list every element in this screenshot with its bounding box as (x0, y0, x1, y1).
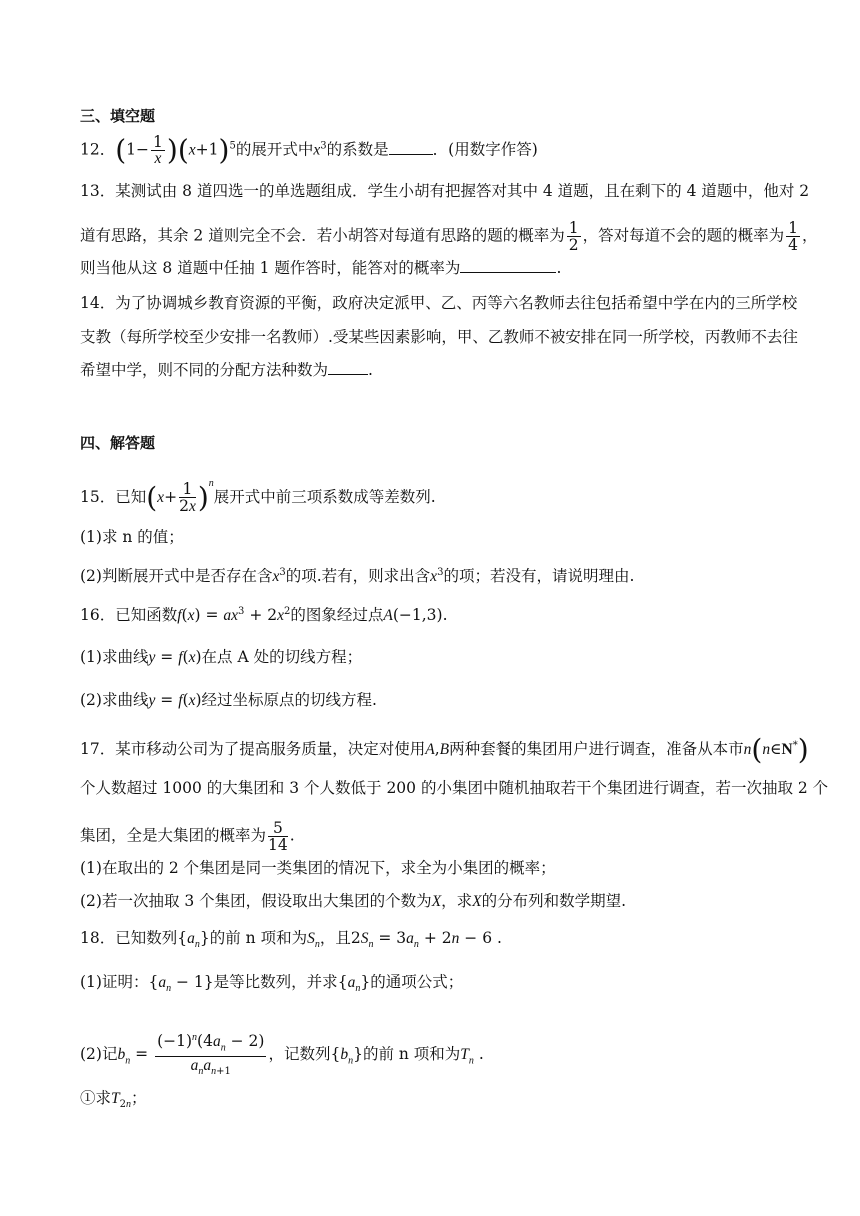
q15-p2c: 的项；若没有，请说明理由. (443, 567, 635, 586)
q16-part-1: (1)求曲线y = f(x)在点 A 处的切线方程； (80, 648, 363, 666)
q13-line-2a: 道有思路，其余 2 道则完全不会．若小胡答对每道有思路的题的概率为 (80, 226, 565, 245)
q14-line-3: 希望中学，则不同的分配方法种数为 . (80, 361, 373, 379)
fraction-1-over-2x: $\frac{1}{2x}$ (179, 480, 196, 515)
q15-p2b: 的项.若有，则求出含 (285, 567, 431, 586)
answer-blank (460, 258, 556, 273)
q16-part-2: (2)求曲线y = f(x)经过坐标原点的切线方程. (80, 691, 377, 709)
fraction-1-over-x: $\frac{1}{x}$ (153, 133, 163, 167)
q15-p2a: (2)判断展开式中是否存在含 (80, 567, 273, 586)
fraction-5-over-14: $\frac{5}{14}$ (268, 819, 288, 854)
section-answer-heading: 四、解答题 (80, 434, 156, 452)
q15-part-2: (2)判断展开式中是否存在含$x^3$的项.若有，则求出含$x^3$的项；若没有，请说明理由. (80, 567, 635, 586)
q17-l3: 集团，全是大集团的概率为 (80, 826, 267, 845)
q18-p2b: ，记数列 (268, 1045, 331, 1064)
q17-part-1: (1)在取出的 2 个集团是同一类集团的情况下，求全为小集团的概率； (80, 859, 556, 877)
q13-line-1: 13．某测试由 8 道四选一的单选题组成．学生小胡有把握答对其中 4 道题，且在剩下的 4 道题中，他对 2 (80, 182, 810, 200)
question-16: 16．已知函数$f(x) = ax^3 + 2x^2$的图象经过点A(−1,3). (80, 606, 448, 625)
q16-p2a: (2)求曲线 (80, 691, 149, 709)
q16-p2b: 经过坐标原点的切线方程. (201, 691, 377, 709)
q16-p1b: 在点 A 处的切线方程； (201, 648, 363, 666)
q18-p1c: 的通项公式； (370, 973, 464, 991)
q12-text-c: ．(用数字作答) (432, 140, 538, 159)
q18-p2c: 的前 n 项和为 (362, 1045, 461, 1064)
q17-part-2: (2)若一次抽取 3 个集团，假设取出大集团的个数为X，求X的分布列和数学期望. (80, 892, 627, 910)
fraction-one-quarter: $\frac{1}{4}$ (788, 219, 798, 254)
question-12: 12．(1− $\frac{1}{x}$ )$(x+1)^5$的展开式中$x^3$的系数是 ．(用数字作答) (80, 133, 538, 167)
q18-p1a: (1)证明： (80, 973, 149, 991)
q16-a: 16．已知函数 (80, 606, 178, 625)
q13-line-3-text: 则当他从这 8 道题中任抽 1 题作答时，能答对的概率为 (80, 259, 461, 277)
q18-a: 18．已知数列 (80, 929, 178, 947)
fraction-one-half: $\frac{1}{2}$ (568, 219, 579, 254)
q13-line-2: 道有思路，其余 2 道则完全不会．若小胡答对每道有思路的题的概率为 $\frac{1}{2}$ ，答对每道不会的题的概率为 $\frac{1}{4}$ ， (80, 219, 818, 254)
question-18: 18．已知数列$\{a_n\}$的前 n 项和为$S_n$，且$2S_n = 3a_n + 2n - 6$ . (80, 929, 502, 951)
q12-text-b: 的系数是 (326, 140, 389, 159)
q12-number: 12． (80, 140, 116, 159)
answer-blank (389, 140, 433, 155)
q17-line-2: 个人数超过 1000 的大集团和 3 个人数低于 200 的小集团中随机抽取若干个集团进行调查，若一次抽取 2 个 (80, 779, 829, 797)
q13-line-2b: ，答对每道不会的题的概率为 (582, 226, 785, 245)
q17-line-1: 17．某市移动公司为了提高服务质量，决定对使用A,B两种套餐的集团用户进行调查，准备从本市n(n∈N*) (80, 733, 809, 767)
q17-l1a: 17．某市移动公司为了提高服务质量，决定对使用 (80, 740, 426, 759)
fraction-bn-formula: $\frac{(-1)^n(4a_n - 2)}{a_na_{n+1}}$ (157, 1032, 265, 1078)
q14-line-1: 14．为了协调城乡教育资源的平衡，政府决定派甲、乙、丙等六名教师去往包括希望中学在内的三所学校 (80, 294, 798, 312)
q18-part-2: (2)记$b_n$ = $\frac{(-1)^n(4a_n - 2)}{a_na_{n+1}}$ ，记数列$\{b_n\}$的前 n 项和为$T_n$ . (80, 1030, 484, 1080)
q17-p2a: (2)若一次抽取 3 个集团，假设取出大集团的个数为 (80, 892, 432, 910)
q14-line-2: 支教（每所学校至少安排一名教师）.受某些因素影响，甲、乙教师不被安排在同一所学校，丙教师不去往 (80, 328, 798, 346)
q18-b: 的前 n 项和为 (209, 929, 308, 947)
q14-line-3-text: 希望中学，则不同的分配方法种数为 (80, 361, 329, 379)
q18-subpart-1: ①求$T_{2n}$； (80, 1089, 147, 1111)
q18-p2a: (2)记 (80, 1045, 118, 1064)
q16-p1a: (1)求曲线 (80, 648, 149, 666)
q15-lead: 15．已知 (80, 488, 147, 506)
answer-blank (328, 360, 368, 375)
q18-c: ，且 (319, 929, 351, 947)
question-15: 15．已知(x+ $\frac{1}{2x}$ )$^n$展开式中前三项系数成等差数列. (80, 478, 436, 515)
q17-line-3: 集团，全是大集团的概率为 $\frac{5}{14}$ . (80, 819, 295, 854)
q12-text-a: 的展开式中 (235, 140, 314, 159)
q17-l1b: 两种套餐的集团用户进行调查，准备从本市 (449, 740, 744, 759)
q17-p2b: ，求 (441, 892, 473, 910)
q18-p1b: 是等比数列，并求 (213, 973, 338, 991)
section-fill-in-heading: 三、填空题 (80, 107, 156, 125)
q16-b: 的图象经过点 (290, 606, 384, 625)
q15-part-1: (1)求 n 的值； (80, 528, 184, 546)
q17-p2c: 的分布列和数学期望. (481, 892, 627, 910)
q18-part-1: (1)证明：$\{a_n - 1\}$是等比数列，并求$\{a_n\}$的通项公式； (80, 973, 464, 995)
q13-line-3: 则当他从这 8 道题中任抽 1 题作答时，能答对的概率为 . (80, 259, 562, 277)
q18-sub1: ①求 (80, 1089, 112, 1107)
q15-tail: 展开式中前三项系数成等差数列. (213, 488, 436, 506)
